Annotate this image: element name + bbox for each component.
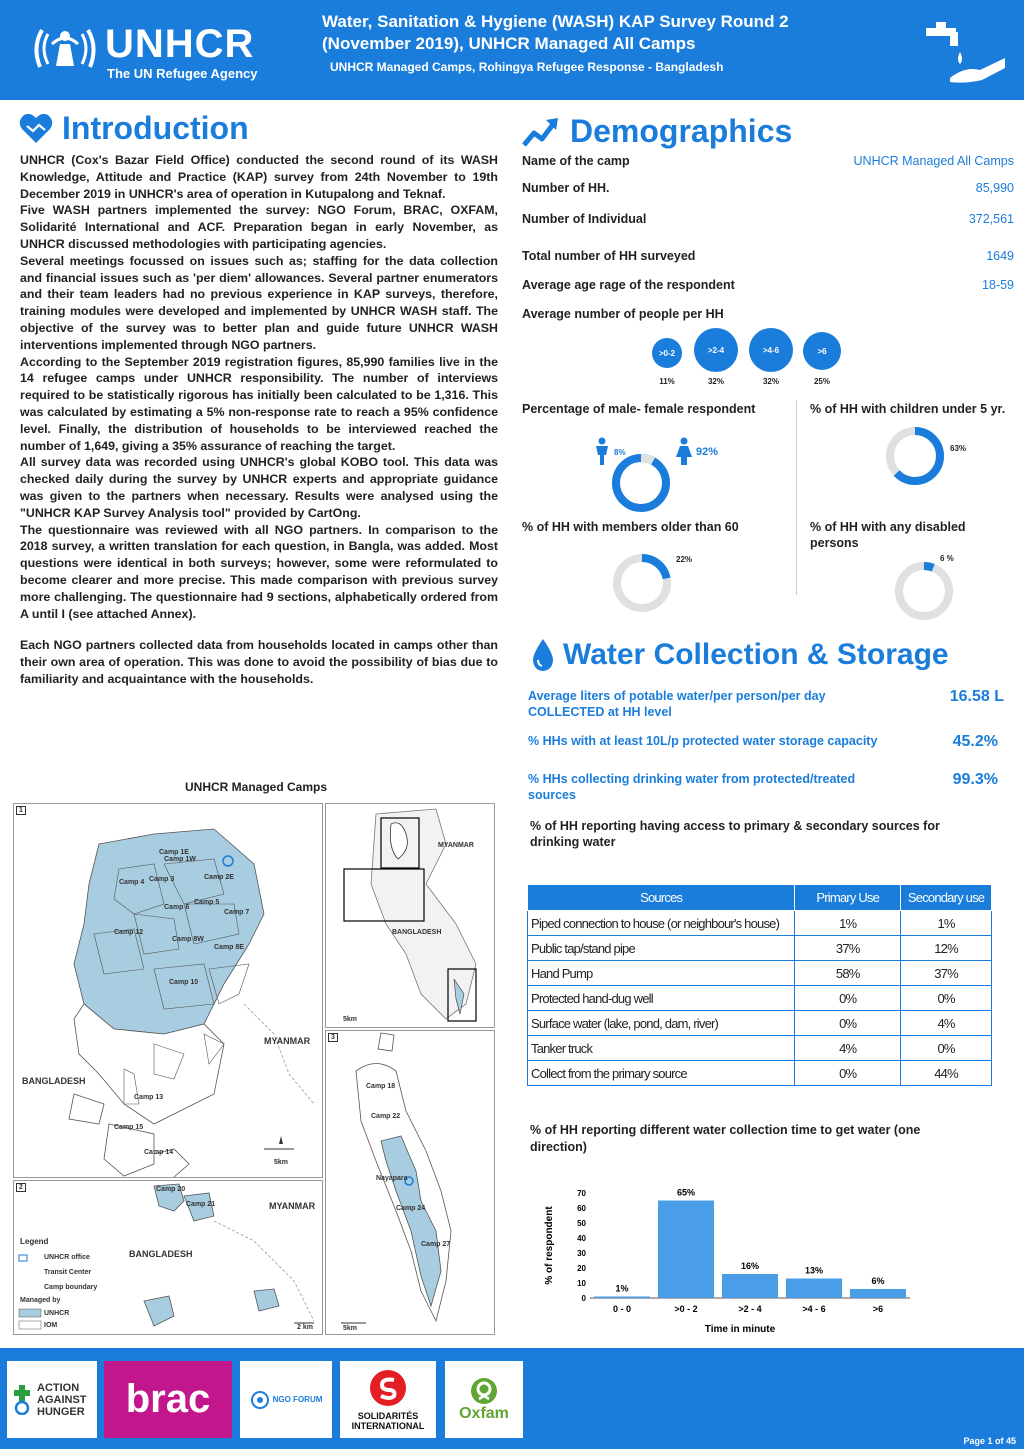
camp-label: Camp 3 xyxy=(149,876,175,883)
map-label-bangladesh: BANGLADESH xyxy=(129,1249,193,1259)
partner-logo-brac xyxy=(104,1361,232,1438)
table-cell: 44% xyxy=(901,1061,992,1086)
camp-label: Camp 8E xyxy=(214,944,244,951)
camp-label: Camp 1W xyxy=(164,856,196,863)
map-panel-3 xyxy=(325,1030,495,1335)
map-label-bangladesh-small: BANGLADESH xyxy=(392,929,442,936)
intro-paragraph: Each NGO partners collected data from households located in camps other than their own area of operation. This was done to avoid the possibility of bias due to familiarity and acquaintance with the households. xyxy=(20,638,498,686)
scale-bar-label: 5km xyxy=(343,1016,358,1023)
bar xyxy=(594,1297,650,1299)
gender-label: Percentage of male- female respondent xyxy=(522,402,756,416)
demo-label: Number of Individual xyxy=(522,212,647,226)
y-tick-label: 50 xyxy=(577,1219,586,1228)
camp-label: Nayapara xyxy=(376,1175,408,1182)
table-row xyxy=(528,1036,992,1061)
legend-managed: Managed by xyxy=(20,1297,61,1304)
bar-data-label: 6% xyxy=(871,1276,885,1286)
intro-paragraph: Several meetings focussed on issues such as; staffing for the data collection and financial issues such as 'per diem' allowances. Several partner enumerators and their team leaders had no previous experience in KAP surveys, therefore, training modules were developed and implemented by UNHCR WASH staff. The objective of the survey was to better plan and guide future UNHCR WASH interventions implemented through NGO partners. xyxy=(20,253,498,352)
people-bubble-pct: 11% xyxy=(659,377,675,386)
table-row xyxy=(528,936,992,961)
table-header-row xyxy=(528,885,992,911)
report-title: Water, Sanitation & Hygiene (WASH) KAP Survey Round 2 (November 2019), UNHCR Managed All Camps xyxy=(322,12,789,53)
demo-label: Name of the camp xyxy=(522,154,630,168)
table-header: Sources xyxy=(528,885,795,911)
water-label: Average liters of potable water/per person/per day COLLECTED at HH level xyxy=(528,689,826,719)
map-panel-1 xyxy=(13,803,323,1178)
male-icon xyxy=(594,437,610,465)
map-label-myanmar-small: MYANMAR xyxy=(438,842,474,849)
header xyxy=(0,0,1024,100)
map-label-bangladesh: BANGLADESH xyxy=(22,1076,86,1086)
table-cell: 58% xyxy=(795,961,901,986)
water-title: Water Collection & Storage xyxy=(563,638,949,671)
y-axis-title: % of respondent xyxy=(544,1206,555,1285)
chart-title: % of HH reporting different water collection time to get water (one direction) xyxy=(530,1123,921,1154)
divider xyxy=(796,400,797,595)
y-tick-label: 10 xyxy=(577,1279,586,1288)
demo-label: Average age rage of the respondent xyxy=(522,278,735,292)
map-title: UNHCR Managed Camps xyxy=(185,780,328,794)
elders-pct: 22% xyxy=(676,555,693,564)
demo-label: Number of HH. xyxy=(522,181,610,195)
table-row xyxy=(528,1061,992,1086)
x-tick-label: 0 - 0 xyxy=(612,1304,632,1314)
demo-value: 372,561 xyxy=(968,212,1014,226)
camp-label: Camp 13 xyxy=(134,1094,164,1101)
intro-paragraph: According to the September 2019 registration figures, 85,990 families live in the 14 refugee camps under UNHCR responsibility. The number of interviews required to be statistically rigorous has initially been calculated to be 1,316. This was calculated by estimating a 5% non-response rate to reach a 95% confidence level. Finally, the distribution of households to be interviewed reached the number of 1,649, giving a 35% assurance of reaching the target. xyxy=(20,354,498,453)
partner-logo-oxfam xyxy=(445,1361,523,1438)
legend-unhcr: UNHCR xyxy=(44,1310,70,1317)
demo-value: UNHCR Managed All Camps xyxy=(853,154,1014,168)
demo-age-range xyxy=(522,278,1014,292)
people-bubble: >2-4 xyxy=(694,328,738,372)
partner-name: brac xyxy=(125,1377,211,1421)
demo-camp-name xyxy=(522,154,1014,168)
people-bubble-pct: 32% xyxy=(707,377,724,386)
intro-paragraph: The questionnaire was reviewed with all NGO partners. In comparison to the 2018 survey, a written translation for each question, in Bangla, was added. Most questions were identical in both surveys; however, some were reformulated to become clearer and more precise. This made comparison with previous survey more challenging. The questionnaire had 9 sections, alphabetically ordered from A until I (see attached Annex). xyxy=(20,522,498,621)
table-cell: Collect from the primary source xyxy=(528,1061,795,1086)
disabled-pct: 6 % xyxy=(940,554,954,563)
camp-label: Camp 20 xyxy=(156,1186,186,1193)
partner-logo-acf xyxy=(7,1361,97,1438)
bar xyxy=(658,1201,714,1299)
table-cell: 0% xyxy=(795,1061,901,1086)
x-tick-label: >2 - 4 xyxy=(738,1304,762,1314)
demo-label: Total number of HH surveyed xyxy=(522,249,696,263)
map-panel-2 xyxy=(13,1180,323,1335)
handshake-heart-icon xyxy=(18,110,54,146)
camp-label: Camp 4 xyxy=(119,879,145,886)
table-cell: 37% xyxy=(795,936,901,961)
map-panel-overview xyxy=(325,803,495,1028)
demo-value: 85,990 xyxy=(975,181,1014,195)
unhcr-emblem-icon xyxy=(30,22,100,72)
disabled-label: % of HH with any disabled persons xyxy=(810,520,966,550)
camp-label: Camp 21 xyxy=(186,1201,216,1208)
table-row xyxy=(528,986,992,1011)
intro-paragraph: All survey data was recorded using UNHCR's global KOBO tool. This data was checked daily during the survey by UNHCR experts and appropriate guidance was given to the partners when necessary. Results were analysed using the "UNHCR KAP Survey Analysis tool" provided by CartOng. xyxy=(20,455,498,520)
children-label: % of HH with children under 5 yr. xyxy=(810,402,1006,416)
table-row xyxy=(528,961,992,986)
partner-name: SOLIDARITÉS INTERNATIONAL xyxy=(351,1411,425,1431)
male-pct: 8% xyxy=(614,448,626,457)
demo-surveyed xyxy=(522,249,1014,263)
page-number: Page 1 of 45 xyxy=(963,1436,1016,1446)
y-tick-label: 20 xyxy=(577,1264,586,1273)
gender-donut xyxy=(610,452,672,514)
elders-label: % of HH with members older than 60 xyxy=(522,520,739,534)
people-bubble: >0-2 xyxy=(652,338,682,368)
people-bubble-pct: 32% xyxy=(762,377,779,386)
y-tick-label: 40 xyxy=(577,1234,586,1243)
y-tick-label: 30 xyxy=(577,1249,586,1258)
camps-map-south xyxy=(326,1031,494,1334)
table-cell: 1% xyxy=(901,911,992,936)
camp-label: Camp 15 xyxy=(114,1124,144,1131)
table-cell: 4% xyxy=(795,1036,901,1061)
legend-boundary: Camp boundary xyxy=(44,1284,98,1291)
acf-logo-icon xyxy=(11,1385,33,1415)
table-cell: Hand Pump xyxy=(528,961,795,986)
water-protected xyxy=(528,771,1008,803)
overview-map xyxy=(326,804,494,1027)
table-cell: 1% xyxy=(795,911,901,936)
report-subtitle: UNHCR Managed Camps, Rohingya Refugee Response - Bangladesh xyxy=(330,60,724,74)
water-value: 16.58 L xyxy=(949,688,1004,705)
legend-iom: IOM xyxy=(44,1322,58,1329)
camp-label: Camp 24 xyxy=(396,1205,426,1212)
table-cell: Tanker truck xyxy=(528,1036,795,1061)
camp-label: Camp 22 xyxy=(371,1113,401,1120)
bar xyxy=(722,1274,778,1298)
bar xyxy=(850,1289,906,1298)
demo-individuals xyxy=(522,212,1014,226)
y-tick-label: 0 xyxy=(581,1294,586,1303)
introduction-body xyxy=(20,152,498,688)
demographics-title: Demographics xyxy=(570,113,793,149)
camp-label: Camp 5 xyxy=(194,899,220,906)
oxfam-logo-icon xyxy=(470,1377,498,1405)
map-panel-number: 2 xyxy=(16,1183,26,1192)
table-cell: Protected hand-dug well xyxy=(528,986,795,1011)
legend-title: Legend xyxy=(20,1237,49,1246)
camp-label: Camp 27 xyxy=(421,1241,451,1248)
camp-label: Camp 18 xyxy=(366,1083,396,1090)
table-row xyxy=(528,1011,992,1036)
table-cell: 37% xyxy=(901,961,992,986)
map-panel-number: 1 xyxy=(16,806,26,815)
introduction-title: Introduction xyxy=(62,110,249,146)
children-donut xyxy=(884,425,946,487)
intro-paragraph: UNHCR (Cox's Bazar Field Office) conducted the second round of its WASH Knowledge, Attitude and Practice (KAP) survey from 24th November to 19th December 2019 in UNHCR's area of operation in Kutupalong and Teknaf. xyxy=(20,153,498,201)
bar-data-label: 13% xyxy=(804,1265,824,1276)
water-label: % HHs collecting drinking water from protected/treated sources xyxy=(528,772,856,802)
table-cell: 0% xyxy=(795,1011,901,1036)
y-tick-label: 60 xyxy=(577,1204,586,1213)
table-cell: 4% xyxy=(901,1011,992,1036)
demo-value: 18-59 xyxy=(982,278,1014,292)
scale-bar-label: 5km xyxy=(343,1325,358,1332)
table-cell: Surface water (lake, pond, dam, river) xyxy=(528,1011,795,1036)
scale-bar-label: 2 km xyxy=(297,1324,313,1331)
ngo-forum-logo-icon xyxy=(250,1390,270,1410)
camp-label: Camp 10 xyxy=(169,979,199,986)
table-cell: 0% xyxy=(901,986,992,1011)
scale-bar-label: 5km xyxy=(274,1159,289,1166)
water-label: % HHs with at least 10L/p protected water storage capacity xyxy=(528,734,878,748)
camp-label: Camp 7 xyxy=(224,909,250,916)
bar-data-label: 16% xyxy=(740,1261,760,1271)
camp-label: Camp 8W xyxy=(172,936,204,943)
people-bubble: >6 xyxy=(803,332,841,370)
people-bubble: >4-6 xyxy=(749,328,793,372)
table-cell: Public tap/stand pipe xyxy=(528,936,795,961)
solidarites-logo-icon xyxy=(368,1368,408,1408)
people-bubble-pct: 25% xyxy=(813,377,830,386)
bar xyxy=(786,1279,842,1299)
camp-label: Camp 12 xyxy=(114,929,144,936)
people-per-hh-label: Average number of people per HH xyxy=(522,307,724,321)
x-tick-label: >6 xyxy=(872,1304,884,1314)
map-panel-number: 3 xyxy=(328,1033,338,1042)
partner-name: NGO FORUM xyxy=(272,1395,323,1404)
map-label-myanmar: MYANMAR xyxy=(269,1201,316,1211)
x-tick-label: >4 - 6 xyxy=(802,1304,826,1314)
x-tick-label: >0 - 2 xyxy=(674,1304,698,1314)
water-storage xyxy=(528,733,1008,749)
camp-label: Camp 6 xyxy=(164,904,190,911)
water-liters xyxy=(528,688,1008,720)
legend-transit: Transit Center xyxy=(44,1269,92,1276)
logo-subtitle: The UN Refugee Agency xyxy=(107,66,258,81)
partner-logo-solidarites xyxy=(340,1361,436,1438)
trend-arrow-icon xyxy=(522,115,560,149)
table-cell: 0% xyxy=(795,986,901,1011)
female-pct: 92% xyxy=(696,446,719,458)
camp-label: Camp 14 xyxy=(144,1149,174,1156)
partner-logo-ngo-forum xyxy=(240,1361,332,1438)
water-value: 99.3% xyxy=(952,771,998,788)
bar-data-label: 1% xyxy=(615,1283,629,1294)
children-pct: 63% xyxy=(950,444,967,453)
footer xyxy=(0,1348,1024,1449)
disabled-donut xyxy=(893,560,955,622)
demo-value: 1649 xyxy=(986,249,1014,263)
y-tick-label: 70 xyxy=(577,1189,586,1198)
bar-data-label: 65% xyxy=(676,1187,696,1198)
table-row xyxy=(528,911,992,936)
water-drop-icon xyxy=(530,638,556,672)
water-value: 45.2% xyxy=(952,733,998,750)
water-sources-table xyxy=(527,884,992,1086)
table-cell: 0% xyxy=(901,1036,992,1061)
logo-text: UNHCR xyxy=(105,22,255,66)
demo-hh-count xyxy=(522,181,1014,195)
map-label-myanmar: MYANMAR xyxy=(264,1036,311,1046)
elders-donut xyxy=(611,552,673,614)
partner-name: ACTION AGAINST HUNGER xyxy=(37,1381,87,1418)
partner-name: Oxfam xyxy=(459,1404,509,1422)
water-tap-hand-icon xyxy=(920,18,1010,88)
intro-paragraph: Five WASH partners implemented the survey: NGO Forum, BRAC, OXFAM, Solidarité International and ACF. Preparation began in early November, as UNHCR discussed methodologies with participating agencies. xyxy=(20,203,498,251)
camp-label: Camp 2E xyxy=(204,874,234,881)
female-icon xyxy=(675,437,693,465)
table-cell: Piped connection to house (or neighbour's house) xyxy=(528,911,795,936)
x-axis-title: Time in minute xyxy=(704,1324,776,1335)
access-title: % of HH reporting having access to primary & secondary sources for drinking water xyxy=(530,819,940,849)
camp-label: Camp 1E xyxy=(159,849,189,856)
collection-time-chart xyxy=(530,1170,970,1340)
table-header: Primary Use xyxy=(795,885,901,911)
table-cell: 12% xyxy=(901,936,992,961)
legend-office: UNHCR office xyxy=(44,1254,90,1261)
table-header: Secondary use xyxy=(901,885,992,911)
